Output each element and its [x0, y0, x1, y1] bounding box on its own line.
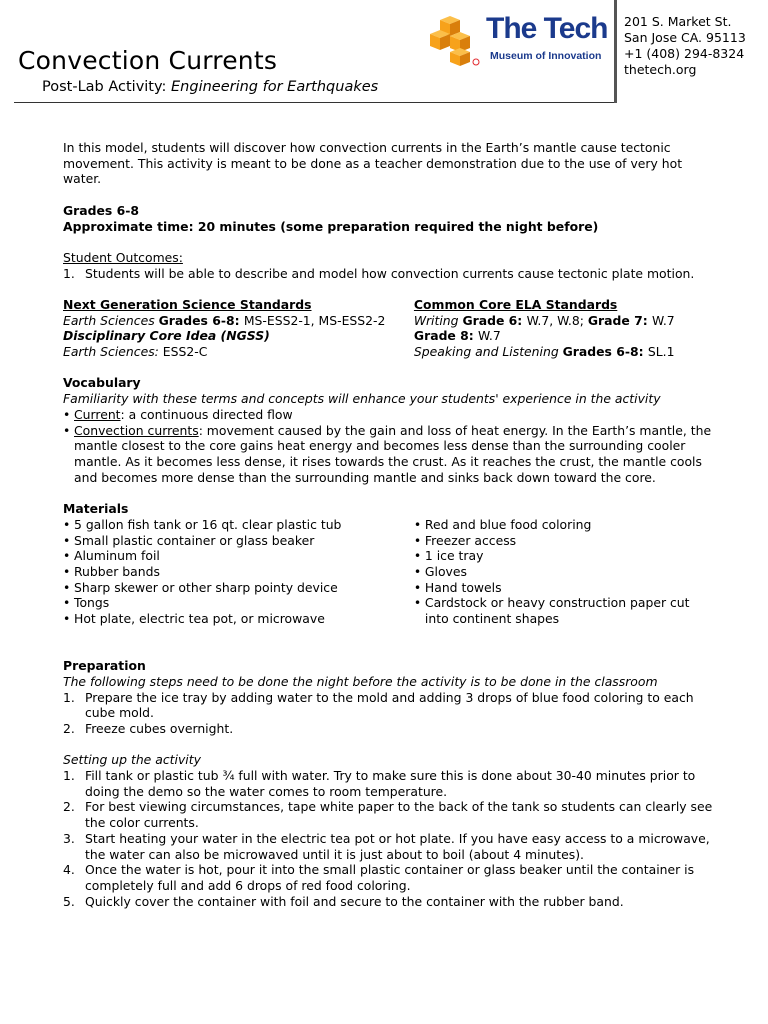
- ngss-standards: [63, 297, 414, 360]
- list-item: • Hot plate, electric tea pot, or microwave: [63, 611, 414, 627]
- ngss-heading: Next Generation Science Standards: [63, 296, 312, 312]
- subtitle-activity-name: Engineering for Earthquakes: [171, 79, 379, 95]
- list-item: • Rubber bands: [63, 564, 414, 580]
- vocabulary-list: [63, 407, 713, 486]
- list-item: • Small plastic container or glass beaker: [63, 533, 414, 549]
- grades-line: Grades 6-8: [63, 202, 139, 218]
- ela-grade8-line: Grade 8: W.7: [413, 328, 501, 344]
- subtitle-prefix: Post-Lab Activity:: [42, 79, 172, 95]
- contact-address: [624, 14, 746, 78]
- outcomes-list: [63, 266, 713, 282]
- page-header: [0, 0, 768, 104]
- list-item: • Cardstock or heavy construction paper cut into continent shapes: [414, 595, 713, 626]
- list-item: • Sharp skewer or other sharp pointy device: [63, 580, 414, 596]
- list-item: 2. For best viewing circumstances, tape white paper to the back of the tank so students can clearly see the color currents.: [63, 799, 713, 831]
- preparation-heading: Preparation: [63, 658, 146, 674]
- list-item: • 5 gallon fish tank or 16 qt. clear plastic tub: [63, 517, 414, 533]
- dci-line: Earth Sciences: ESS2-C: [63, 344, 208, 360]
- page-title: Convection Currents: [18, 46, 278, 75]
- materials-heading: Materials: [63, 501, 129, 517]
- intro-paragraph: In this model, students will discover how convection currents in the Earth’s mantle cause tectonic movement. This activity is meant to be done as a teacher demonstration due to the use of very hot water.: [63, 140, 683, 187]
- list-item: 1. Students will be able to describe and model how convection currents cause tectonic plate motion.: [63, 265, 695, 281]
- ela-heading: Common Core ELA Standards: [413, 296, 618, 312]
- list-item: 1. Fill tank or plastic tub ¾ full with water. Try to make sure this is done about 30-40 minutes prior to doing the demo so the water comes to room temperature.: [63, 768, 696, 799]
- setup-steps: [63, 768, 713, 909]
- list-item: • 1 ice tray: [414, 548, 713, 564]
- setup-heading: Setting up the activity: [63, 752, 201, 768]
- list-item: 3. Start heating your water in the electric tea pot or hot plate. If you have easy access to a microwave, the water can also be microwaved until it is just about to boil (about 4 minutes).: [63, 830, 710, 862]
- standards-section: [63, 297, 713, 360]
- address-phone: +1 (408) 294-8324: [624, 46, 745, 61]
- ela-writing-line: Writing Grade 6: W.7, W.8; Grade 7: W.7: [413, 312, 675, 328]
- address-website: thetech.org: [624, 62, 697, 77]
- dci-heading: Disciplinary Core Idea (NGSS): [63, 328, 270, 344]
- list-item: • Tongs: [63, 595, 414, 611]
- header-vertical-divider: [614, 0, 617, 103]
- list-item: 1. Prepare the ice tray by adding water to the mold and adding 3 drops of blue food coloring to each cube mold.: [63, 689, 694, 721]
- ela-standards: [414, 297, 713, 360]
- list-item: • Current: a continuous directed flow: [63, 407, 713, 423]
- list-item: • Aluminum foil: [63, 548, 414, 564]
- ela-speaking-line: Speaking and Listening Grades 6-8: SL.1: [413, 344, 675, 360]
- time-line: Approximate time: 20 minutes (some preparation required the night before): [63, 218, 599, 234]
- list-item: • Gloves: [414, 564, 713, 580]
- vocabulary-heading: Vocabulary: [63, 375, 141, 391]
- preparation-steps: [63, 690, 713, 737]
- cube-logo-icon: [428, 16, 482, 68]
- header-divider: [14, 102, 616, 103]
- vocabulary-intro: Familiarity with these terms and concepts will enhance your students' experience in the activity: [63, 391, 661, 407]
- logo-wordmark: The Tech: [486, 12, 608, 45]
- materials-list-right: [414, 517, 713, 627]
- page-subtitle: [42, 79, 378, 95]
- logo-tagline: Museum of Innovation: [490, 50, 602, 62]
- preparation-intro: The following steps need to be done the night before the activity is to be done in the classroom: [63, 673, 658, 689]
- list-item: 5. Quickly cover the container with foil and secure to the container with the rubber band.: [63, 893, 624, 909]
- list-item: 2. Freeze cubes overnight.: [63, 720, 234, 736]
- document-body: [63, 140, 713, 909]
- list-item: • Hand towels: [414, 580, 713, 596]
- the-tech-logo: [428, 14, 618, 74]
- address-street: 201 S. Market St.: [624, 14, 732, 29]
- list-item: • Convection currents: movement caused by the gain and loss of heat energy. In the Earth’s mantle, the mantle closest to the core gains heat energy and becomes less dense than the surrounding cooler mantle. As it becomes less dense, it rises towards the crust. As it reaches the crust, the mantle cools and becomes more dense than the surrounding mantle and sinks back down toward the core.: [63, 423, 713, 486]
- materials-list-left: [63, 517, 414, 627]
- outcomes-heading: Student Outcomes:: [63, 249, 183, 265]
- list-item: 4. Once the water is hot, pour it into the small plastic container or glass beaker until the container is completely full and add 6 drops of red food coloring.: [63, 862, 695, 893]
- address-city: San Jose CA. 95113: [624, 30, 746, 45]
- materials-section: [63, 517, 713, 627]
- ngss-line: Earth Sciences Grades 6-8: MS-ESS2-1, MS-ESS2-2: [63, 312, 386, 328]
- list-item: • Red and blue food coloring: [414, 517, 713, 533]
- list-item: • Freezer access: [414, 533, 713, 549]
